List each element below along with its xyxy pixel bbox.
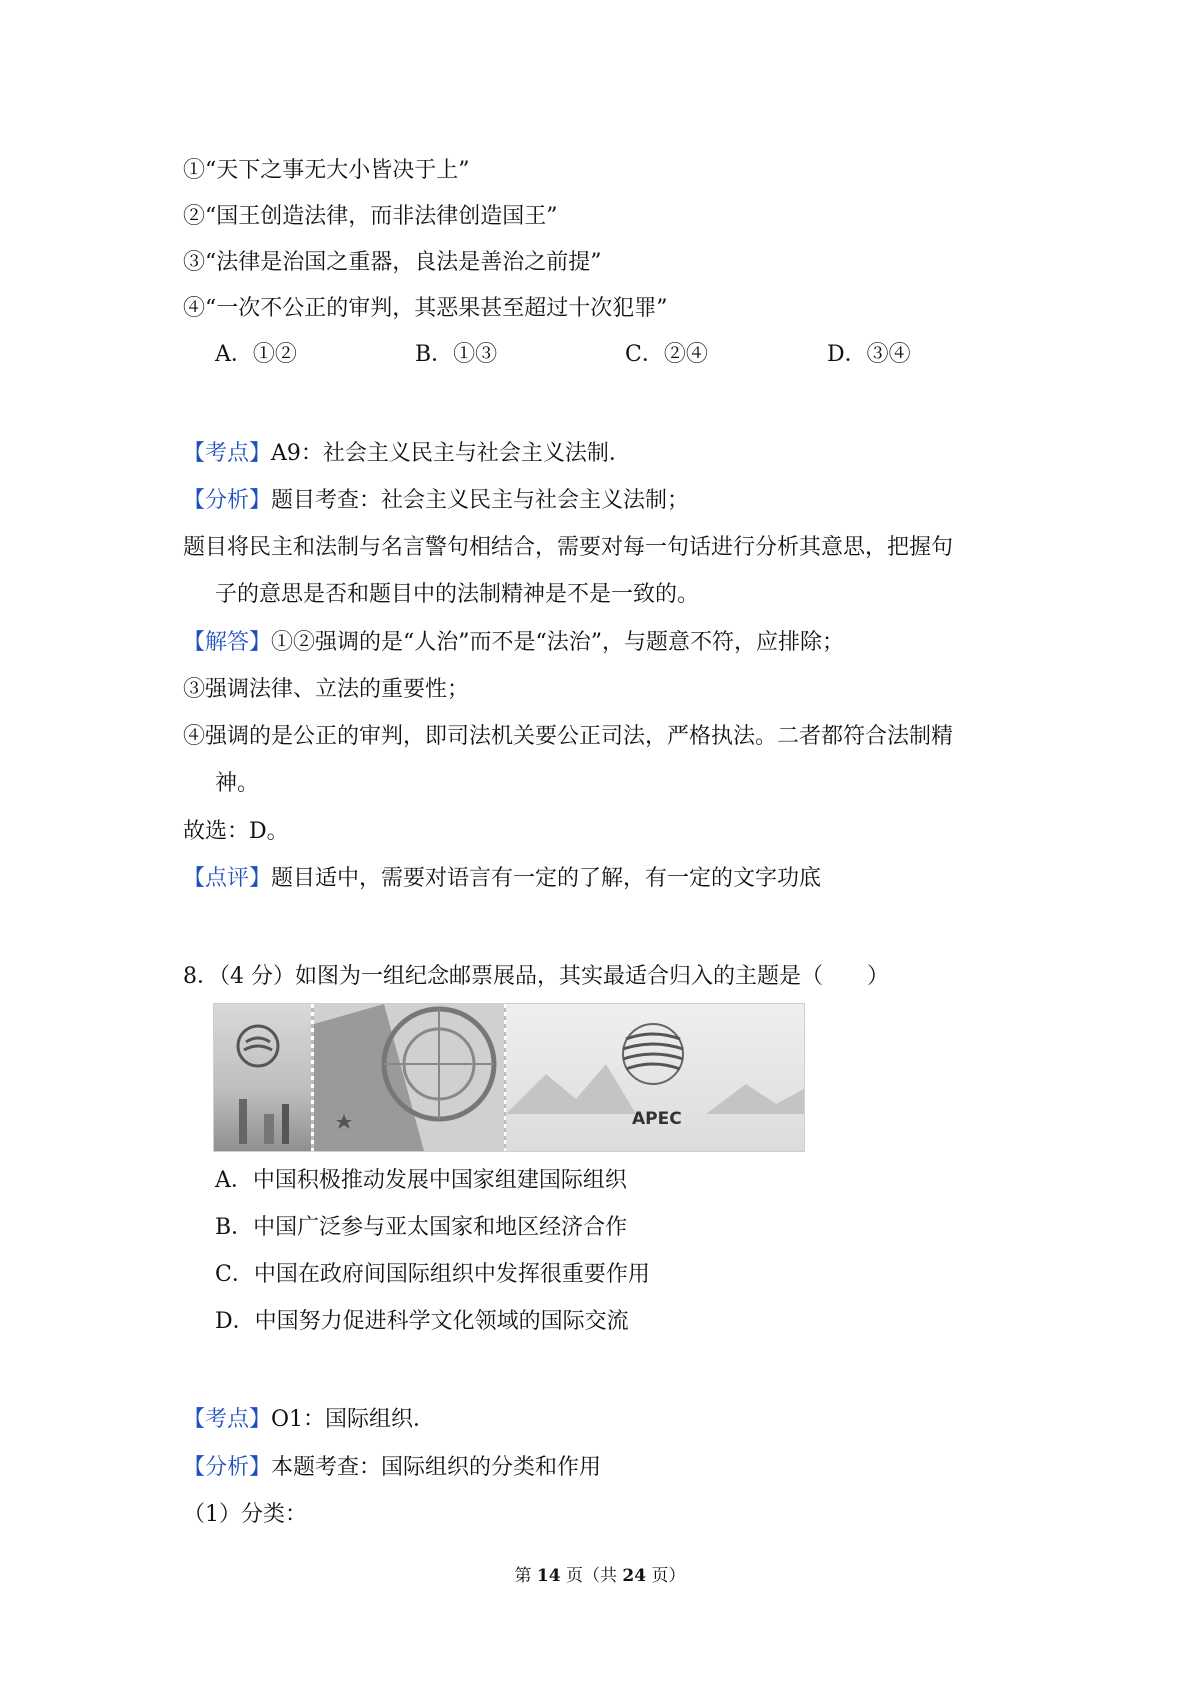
line-3: ③“法律是治国之重器，良法是善治之前提” — [183, 250, 602, 275]
kaodian-tag: 【考点】 — [183, 1407, 272, 1432]
q8-sub: （1）分类： — [183, 1502, 307, 1527]
q8-fenxi — [183, 1453, 601, 1483]
stamp-un — [314, 1004, 504, 1151]
tower-icon — [214, 1004, 312, 1151]
page-footer — [0, 1564, 1200, 1588]
line-4: ④“一次不公正的审判，其恶果甚至超过十次犯罪” — [183, 296, 668, 321]
footer-mid: 页（共 — [560, 1566, 623, 1586]
q7-option-a: A．①② — [215, 342, 297, 367]
apec-label: APEC — [632, 1109, 682, 1129]
q7-fenxi-para-2: 子的意思是否和题目中的法制精神是不是一致的。 — [215, 582, 700, 607]
jieda-text: ①②强调的是“人治”而不是“法治”，与题意不符，应排除； — [271, 630, 845, 655]
line-1: ①“天下之事无大小皆决于上” — [183, 158, 470, 183]
q8-option-a: A．中国积极推动发展中国家组建国际组织 — [215, 1168, 627, 1193]
fenxi-tag: 【分析】 — [183, 1455, 272, 1480]
stamp-wto — [214, 1004, 312, 1151]
q7-fenxi-para-1: 题目将民主和法制与名言警句相结合，需要对每一句话进行分析其意思，把握句 — [183, 535, 954, 560]
footer-post: 页） — [646, 1566, 686, 1586]
q7-jieda-2: ③强调法律、立法的重要性； — [183, 677, 470, 702]
q7-dianping — [183, 864, 821, 894]
un-emblem-icon — [314, 1004, 504, 1151]
kaodian-text: O1：国际组织． — [271, 1407, 436, 1432]
dianping-text: 题目适中，需要对语言有一定的了解，有一定的文字功底 — [271, 866, 822, 891]
q7-jieda-3b: 神。 — [215, 771, 260, 796]
dianping-tag: 【点评】 — [183, 866, 272, 891]
q7-option-c: C．②④ — [625, 342, 708, 367]
q8-stem: 8．（4 分）如图为一组纪念邮票展品，其实最适合归入的主题是（ ） — [183, 964, 889, 989]
footer-pre: 第 — [514, 1566, 537, 1586]
stamp-image — [213, 1003, 805, 1152]
fenxi-text: 题目考查：社会主义民主与社会主义法制； — [271, 488, 690, 513]
q7-option-d: D．③④ — [827, 342, 911, 367]
q7-fenxi — [183, 486, 689, 516]
fenxi-text: 本题考查：国际组织的分类和作用 — [271, 1455, 602, 1480]
kaodian-text: A9：社会主义民主与社会主义法制． — [271, 441, 631, 466]
footer-page: 14 — [536, 1566, 561, 1586]
q8-option-d: D．中国努力促进科学文化领域的国际交流 — [215, 1309, 629, 1334]
jieda-tag: 【解答】 — [183, 630, 272, 655]
q7-option-b: B．①③ — [415, 342, 498, 367]
q8-kaodian — [183, 1405, 435, 1435]
q8-option-b: B．中国广泛参与亚太国家和地区经济合作 — [215, 1215, 628, 1240]
line-2: ②“国王创造法律，而非法律创造国王” — [183, 204, 558, 229]
footer-total: 24 — [622, 1566, 647, 1586]
fenxi-tag: 【分析】 — [183, 488, 272, 513]
q8-option-c: C．中国在政府间国际组织中发挥很重要作用 — [215, 1262, 650, 1287]
q7-jieda-3a: ④强调的是公正的审判，即司法机关要公正司法，严格执法。二者都符合法制精 — [183, 724, 954, 749]
q7-answer: 故选：D。 — [183, 819, 289, 844]
kaodian-tag: 【考点】 — [183, 441, 272, 466]
q7-jieda — [183, 628, 844, 658]
q7-kaodian — [183, 439, 631, 469]
